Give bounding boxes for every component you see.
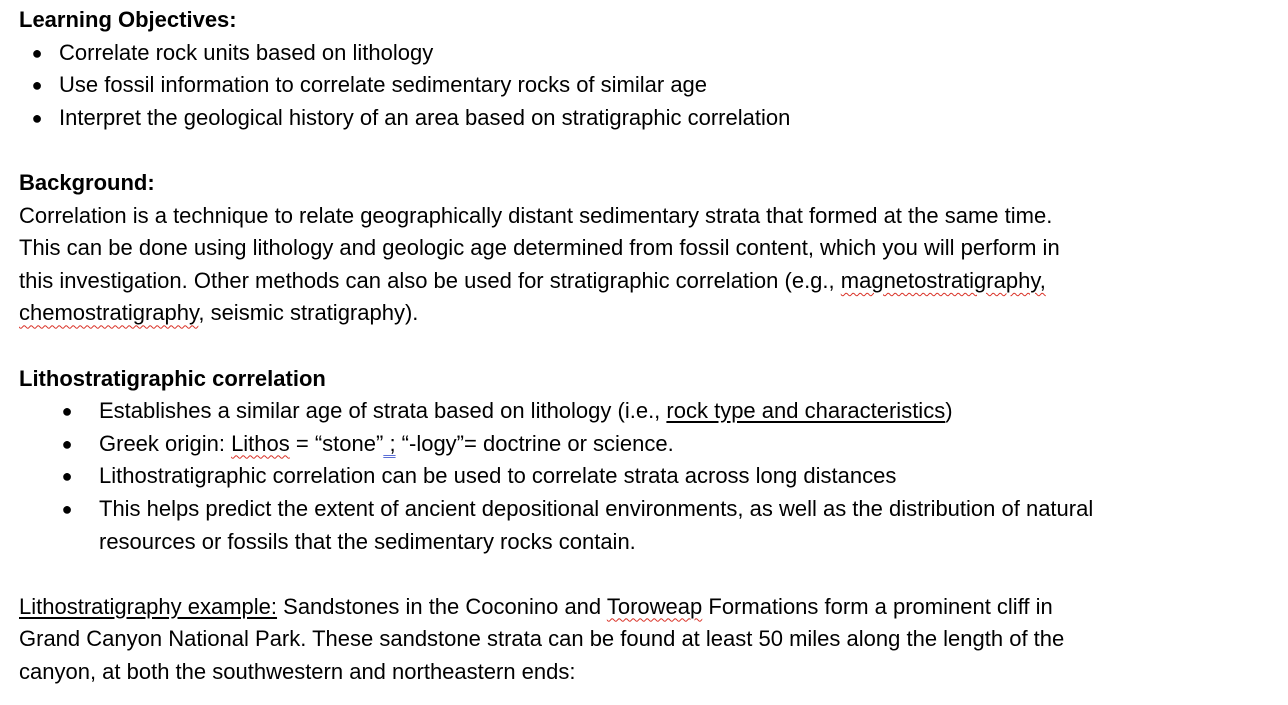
bullet-icon: ● (61, 433, 73, 454)
grammar-flag[interactable]: ; (383, 430, 396, 456)
underlined-text: rock type and characteristics (666, 398, 946, 424)
blank-line (19, 134, 1269, 167)
background-line: Correlation is a technique to relate geographically distant sedimentary strata that formed at the same time. (19, 202, 1053, 228)
background-line (19, 265, 1269, 298)
example-text: Formations form a prominent cliff in (702, 593, 1053, 619)
example-line (19, 591, 1269, 624)
litho-text: Lithostratigraphic correlation can be used to correlate strata across long distances (99, 463, 897, 489)
bullet-icon: ● (31, 75, 43, 96)
misspelled-word[interactable]: Toroweap (606, 593, 703, 619)
objectives-heading: Learning Objectives: (19, 7, 237, 32)
litho-bullet (19, 493, 1269, 526)
litho-text: = “stone” (289, 430, 384, 456)
litho-text: This helps predict the extent of ancient depositional environments, as well as the distribution of natural (99, 495, 1094, 521)
example-line: canyon, at both the southwestern and northeastern ends: (19, 658, 576, 684)
bullet-icon: ● (61, 401, 73, 422)
objective-item (19, 37, 1269, 70)
litho-bullet (19, 395, 1269, 428)
bullet-icon: ● (31, 107, 43, 128)
litho-bullet (19, 460, 1269, 493)
misspelled-word[interactable]: chemostratigraphy (19, 300, 199, 326)
bullet-icon: ● (61, 498, 73, 519)
document-body (19, 4, 1269, 688)
blank-line (19, 330, 1269, 363)
litho-text: “-logy”= doctrine or science. (395, 430, 674, 456)
example-label: Lithostratigraphy example: (19, 593, 278, 619)
blank-line (19, 558, 1269, 591)
litho-bullet (19, 428, 1269, 461)
background-heading: Background: (19, 169, 155, 195)
litho-heading: Lithostratigraphic correlation (19, 365, 326, 391)
litho-text: Establishes a similar age of strata based on lithology (i.e., (99, 398, 667, 424)
example-text: Sandstones in the Coconino and (277, 593, 607, 619)
litho-text: Greek origin: (99, 430, 232, 456)
bullet-icon: ● (61, 466, 73, 487)
example-line: Grand Canyon National Park. These sandstone strata can be found at least 50 miles along the length of the (19, 626, 1065, 652)
background-line: This can be done using lithology and geologic age determined from fossil content, which you will perform in (19, 235, 1060, 261)
objective-item (19, 102, 1269, 135)
background-text: , seismic stratigraphy). (198, 300, 419, 326)
litho-bullet-continuation: resources or fossils that the sedimentary rocks contain. (99, 528, 636, 554)
objective-item (19, 69, 1269, 102)
background-line (19, 297, 1269, 330)
objective-text: Interpret the geological history of an area based on stratigraphic correlation (59, 104, 791, 130)
objective-text: Correlate rock units based on lithology (59, 39, 434, 65)
litho-text: ) (945, 398, 953, 424)
misspelled-word[interactable]: magnetostratigraphy, (840, 267, 1046, 293)
misspelled-word[interactable]: Lithos (231, 430, 290, 456)
background-text: this investigation. Other methods can also be used for stratigraphic correlation (e.g., (19, 267, 841, 293)
objective-text: Use fossil information to correlate sedimentary rocks of similar age (59, 72, 708, 98)
bullet-icon: ● (31, 42, 43, 63)
